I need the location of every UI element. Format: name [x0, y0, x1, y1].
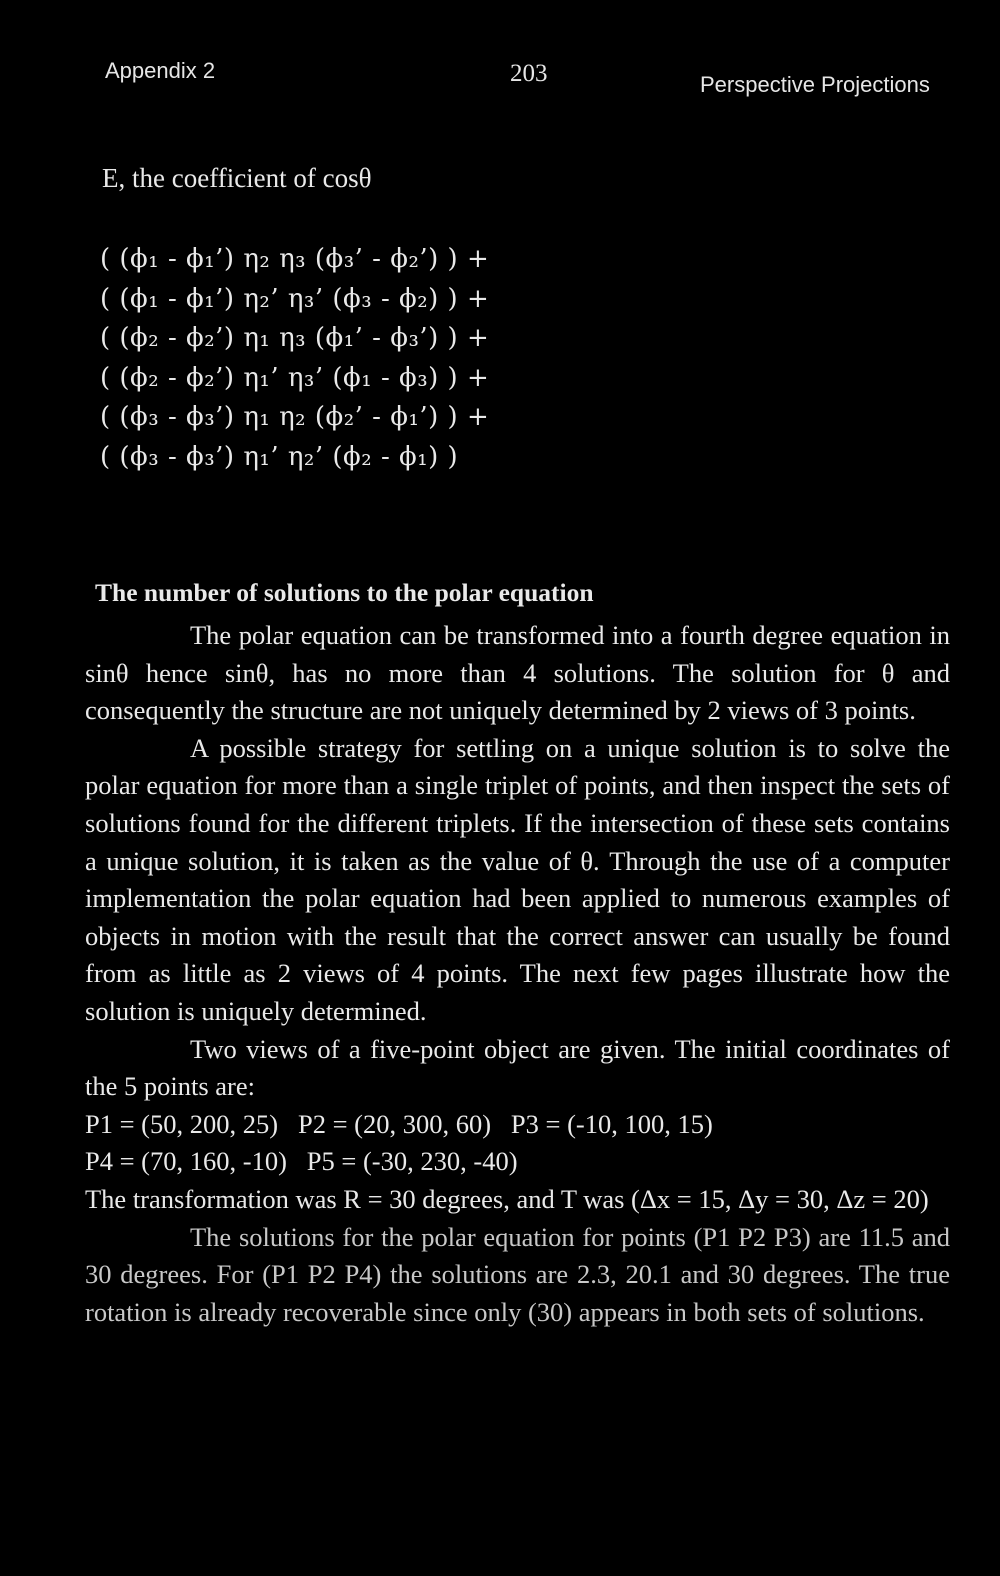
- section-title: The number of solutions to the polar equation: [95, 578, 594, 607]
- equation-line-6: ( (ϕ₃ - ϕ₃’) η₁’ η₂’ (ϕ₂ - ϕ₁) ): [100, 441, 459, 472]
- header-chapter-title: Perspective Projections: [700, 72, 930, 97]
- paragraph-4: The transformation was R = 30 degrees, and T was (Δx = 15, Δy = 30, Δz = 20): [85, 1183, 929, 1214]
- equation-line-2: ( (ϕ₁ - ϕ₁’) η₂’ η₃’ (ϕ₃ - ϕ₂) ) +: [100, 283, 490, 314]
- equation-block: [100, 240, 489, 477]
- body-text: [85, 617, 950, 1331]
- equation-line-4: ( (ϕ₂ - ϕ₂’) η₁’ η₃’ (ϕ₁ - ϕ₃) ) +: [100, 362, 490, 393]
- paragraph-5: The solutions for the polar equation for points (P1 P2 P3) are 11.5 and 30 degrees. For (P1 P2 P4) the solutions are 2.3, 20.1 and 30 degrees. The true rotation is already recoverable since only (30) appears in both sets of solutions.: [85, 1221, 950, 1327]
- paragraph-3: Two views of a five-point object are given. The initial coordinates of the 5 points are:: [85, 1033, 950, 1102]
- points-line-2: P4 = (70, 160, -10) P5 = (-30, 230, -40): [85, 1146, 518, 1177]
- header-appendix-label: Appendix 2: [105, 58, 216, 83]
- equation-line-5: ( (ϕ₃ - ϕ₃’) η₁ η₂ (ϕ₂’ - ϕ₁’) ) +: [100, 402, 490, 432]
- equation-line-1: ( (ϕ₁ - ϕ₁’) η₂ η₃ (ϕ₃’ - ϕ₂’) ) +: [100, 244, 490, 274]
- paragraph-1: The polar equation can be transformed into a fourth degree equation in sinθ hence sinθ, has no more than 4 solutions. The solution for θ and consequently the structure are not uniquely determined by 2 views of 3 points.: [85, 620, 950, 726]
- equation-line-3: ( (ϕ₂ - ϕ₂’) η₁ η₃ (ϕ₁’ - ϕ₃’) ) +: [100, 323, 490, 353]
- page-number: 203: [510, 60, 548, 87]
- points-line-1: P1 = (50, 200, 25) P2 = (20, 300, 60) P3 = (-10, 100, 15): [85, 1108, 713, 1139]
- page-header: [105, 52, 960, 97]
- coefficient-title: E, the coefficient of cosθ: [102, 163, 372, 193]
- paragraph-2: A possible strategy for settling on a unique solution is to solve the polar equation for more than a single triplet of points, and then inspect the sets of solutions found for the different triplets. If the intersection of these sets contains a unique solution, it is taken as the value of θ. Through the use of a computer implementation the polar equation had been applied to numerous examples of objects in motion with the result that the correct answer can usually be found from as little as 2 views of 4 points. The next few pages illustrate how the solution is uniquely determined.: [85, 732, 950, 1026]
